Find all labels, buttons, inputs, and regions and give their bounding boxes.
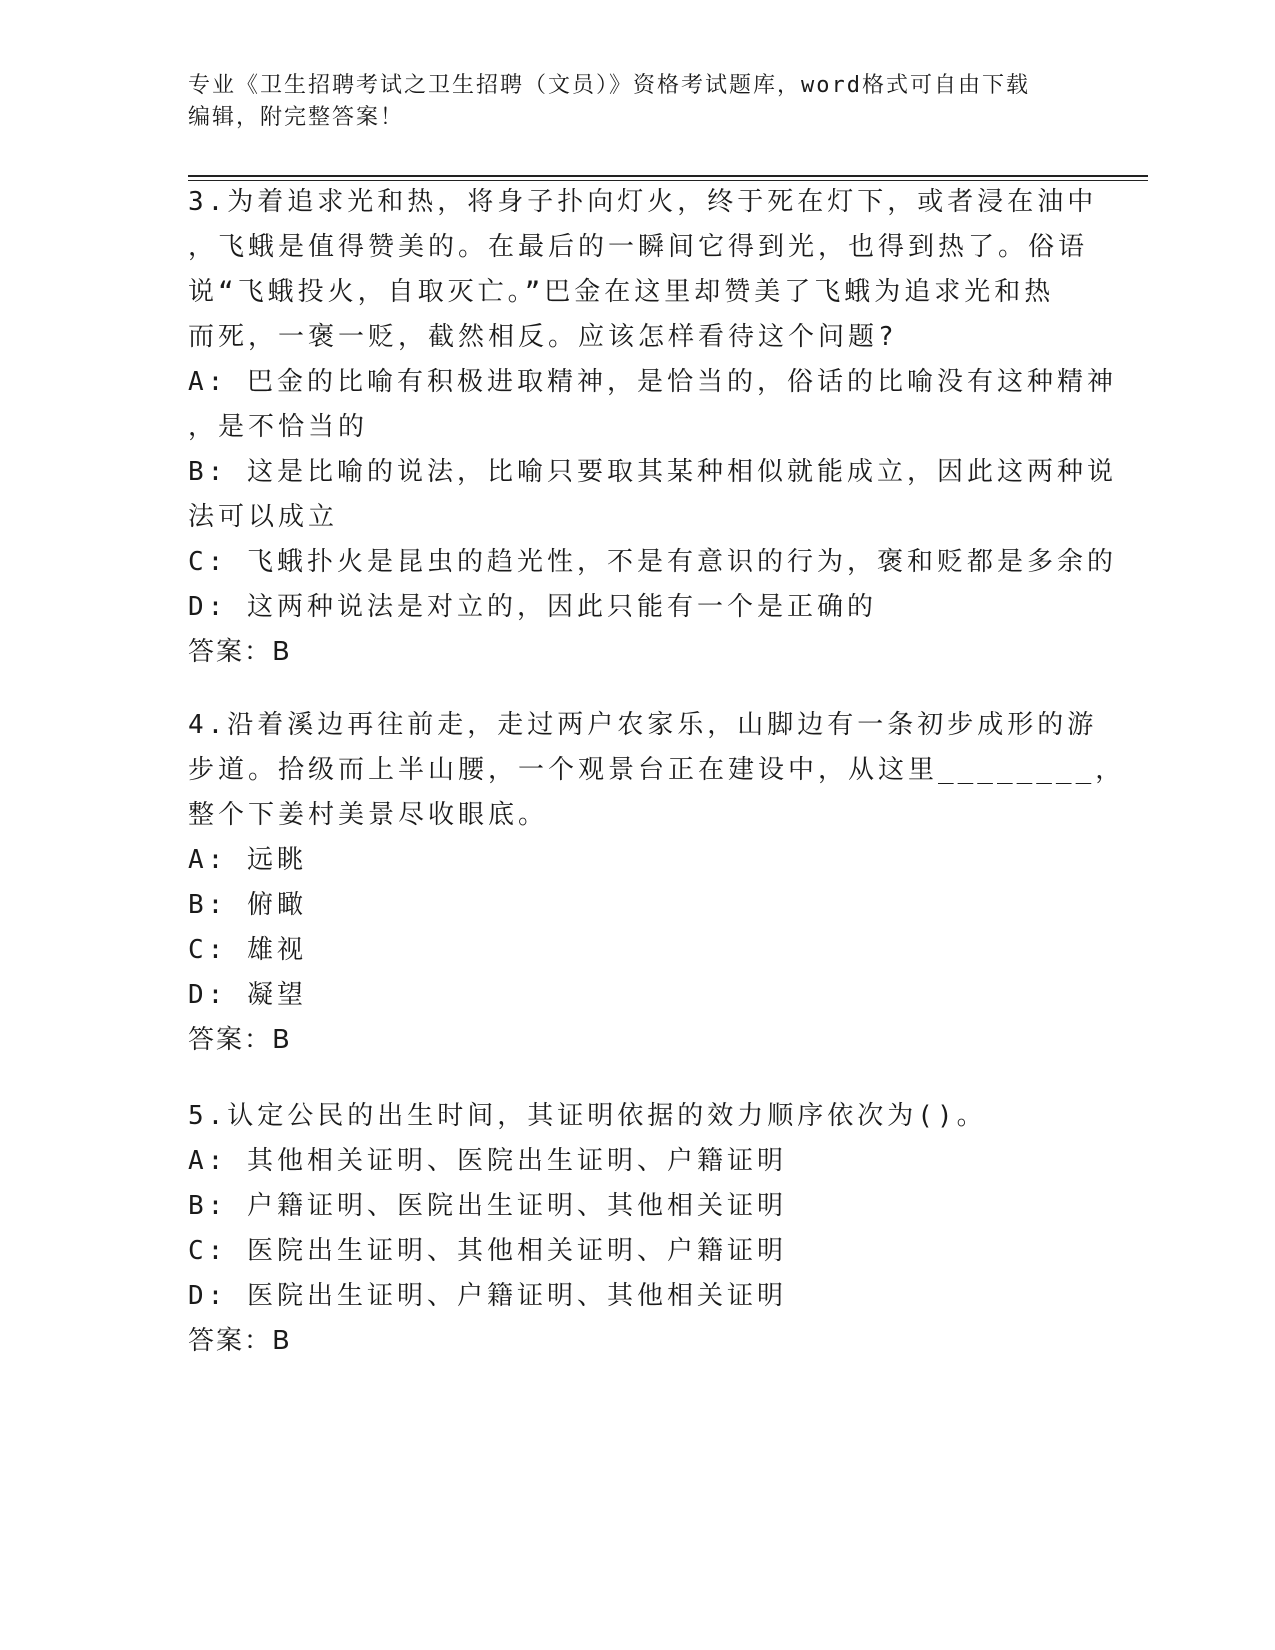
question-4 — [188, 703, 1126, 1063]
question-stem-line: 说“飞蛾投火，自取灭亡。”巴金在这里却赞美了飞蛾为追求光和热 — [188, 277, 1055, 307]
option-line: C: 医院出生证明、其他相关证明、户籍证明 — [188, 1236, 787, 1266]
question-stem-line: 步道。拾级而上半山腰，一个观景台正在建设中，从这里________， — [188, 755, 1126, 785]
option-line: D: 凝望 — [188, 980, 307, 1010]
question-3 — [188, 180, 1117, 675]
answer-text: 答案：B — [188, 637, 292, 667]
header-line-2: 编辑，附完整答案！ — [188, 105, 405, 130]
document-header — [188, 70, 1068, 134]
header-line-1: 专业《卫生招聘考试之卫生招聘（文员）》资格考试题库，word格式可自由下载 — [188, 73, 1030, 98]
option-line: C: 飞蛾扑火是昆虫的趋光性，不是有意识的行为，褒和贬都是多余的 — [188, 547, 1117, 577]
option-line: 法可以成立 — [188, 502, 339, 532]
answer-text: 答案：B — [188, 1326, 292, 1356]
option-line: C: 雄视 — [188, 935, 307, 965]
question-stem-line: 整个下姜村美景尽收眼底。 — [188, 800, 549, 830]
question-5 — [188, 1094, 1068, 1364]
option-line: D: 医院出生证明、户籍证明、其他相关证明 — [188, 1281, 787, 1311]
option-line: A: 巴金的比喻有积极进取精神，是恰当的，俗话的比喻没有这种精神 — [188, 367, 1117, 397]
option-line: A: 远眺 — [188, 845, 307, 875]
question-stem-line: 4.沿着溪边再往前走，走过两户农家乐，山脚边有一条初步成形的游 — [188, 710, 1098, 740]
option-line: A: 其他相关证明、医院出生证明、户籍证明 — [188, 1146, 787, 1176]
option-line: ，是不恰当的 — [188, 412, 369, 442]
option-line: B: 这是比喻的说法，比喻只要取其某种相似就能成立，因此这两种说 — [188, 457, 1117, 487]
option-line: B: 户籍证明、医院出生证明、其他相关证明 — [188, 1191, 787, 1221]
question-stem-line: 5.认定公民的出生时间，其证明依据的效力顺序依次为()。 — [188, 1101, 987, 1131]
question-stem-line: 而死，一褒一贬，截然相反。应该怎样看待这个问题? — [188, 322, 898, 352]
question-stem-line: ，飞蛾是值得赞美的。在最后的一瞬间它得到光，也得到热了。俗语 — [188, 232, 1089, 262]
answer-text: 答案：B — [188, 1025, 292, 1055]
option-line: D: 这两种说法是对立的，因此只能有一个是正确的 — [188, 592, 877, 622]
option-line: B: 俯瞰 — [188, 890, 307, 920]
question-stem-line: 3.为着追求光和热，将身子扑向灯火，终于死在灯下，或者浸在油中 — [188, 187, 1098, 217]
header-divider-thick — [188, 175, 1148, 177]
